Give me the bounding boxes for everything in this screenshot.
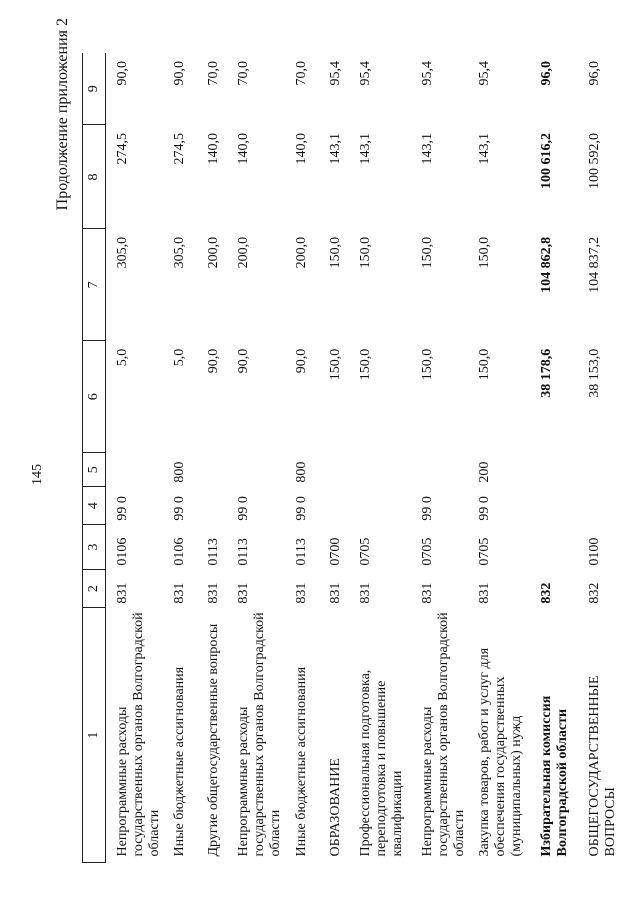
cell-target: 99 0: [293, 496, 309, 521]
cell-value: 305,0: [115, 236, 130, 269]
row-name: Избирательная комиссия Волгоградской области: [538, 695, 570, 857]
cell-section: 0705: [476, 537, 492, 566]
col-header: 1: [83, 608, 106, 863]
cell-expense-type: [530, 453, 578, 487]
row-name: Другие общегосударственные вопросы: [206, 623, 222, 857]
table-row: [468, 53, 530, 863]
col-header: 8: [83, 125, 106, 229]
cell-section: 0705: [419, 537, 435, 566]
cell-section: 0705: [357, 537, 373, 566]
cell-value: 95,4: [327, 61, 343, 86]
table-row: [319, 53, 349, 863]
cell-value: 90,0: [236, 348, 252, 374]
cell-value: 140,0: [293, 133, 309, 165]
cell-value: 70,0: [206, 61, 222, 86]
cell-value: 143,1: [357, 133, 373, 165]
col-header: 2: [83, 570, 106, 608]
cell-value: 96,0: [586, 61, 602, 86]
row-name: Непрограммные расходы государственных органов Волгоградской области: [115, 612, 163, 857]
table-row: [197, 53, 227, 863]
cell-section: 0106: [115, 537, 130, 566]
cell-value: 100 616,2: [538, 133, 554, 189]
table-row: [106, 53, 164, 863]
cell-expense-type: 800: [172, 461, 188, 483]
cell-value: 143,1: [327, 133, 343, 165]
page-number: 145: [30, 464, 45, 485]
cell-value: 95,4: [419, 61, 435, 86]
cell-value: 90,0: [172, 61, 188, 86]
table-row: [411, 53, 468, 863]
cell-value: 5,0: [172, 348, 188, 367]
row-name: Иные бюджетные ассигнования: [172, 666, 188, 857]
cell-section: [530, 525, 578, 570]
cell-target: 99 0: [236, 496, 252, 521]
cell-value: 95,4: [476, 61, 492, 86]
cell-target: 99 0: [115, 496, 130, 521]
cell-expense-type: [106, 453, 164, 487]
cell-expense-type: [197, 453, 227, 487]
cell-ministry: 831: [476, 582, 492, 604]
cell-section: 0113: [236, 538, 252, 566]
cell-value: 150,0: [357, 348, 373, 381]
table-caption: Продолжение приложения 2: [54, 18, 71, 211]
cell-section: 0113: [206, 538, 222, 566]
col-header: 7: [83, 229, 106, 341]
cell-target: [578, 487, 619, 525]
cell-value: 274,5: [172, 133, 188, 165]
cell-section: 0100: [586, 537, 602, 566]
cell-expense-type: [349, 453, 411, 487]
cell-value: 143,1: [476, 133, 492, 165]
cell-section: 0113: [293, 538, 309, 566]
cell-target: 99 0: [419, 496, 435, 521]
cell-target: [319, 487, 349, 525]
cell-value: 5,0: [115, 348, 130, 367]
cell-value: 143,1: [419, 133, 435, 165]
cell-ministry: 831: [172, 582, 188, 604]
cell-target: [349, 487, 411, 525]
cell-value: 200,0: [236, 236, 252, 269]
cell-value: 150,0: [327, 236, 343, 269]
table-row: [163, 53, 197, 863]
table-row: [530, 53, 578, 863]
cell-expense-type: [578, 453, 619, 487]
cell-value: 38 153,0: [586, 348, 602, 398]
table-row: [227, 53, 284, 863]
cell-value: 95,4: [357, 61, 373, 86]
row-name: ОБРАЗОВАНИЕ: [327, 758, 343, 857]
cell-value: 150,0: [357, 236, 373, 269]
col-header: 5: [83, 453, 106, 487]
cell-value: 90,0: [293, 348, 309, 374]
cell-ministry: 831: [206, 582, 222, 604]
cell-expense-type: [319, 453, 349, 487]
cell-ministry: 832: [586, 582, 602, 604]
cell-value: 70,0: [293, 61, 309, 86]
row-name: Профессиональная подготовка, переподготовка и повышение квалификации: [357, 669, 405, 857]
cell-value: 200,0: [206, 236, 222, 269]
cell-target: [530, 487, 578, 525]
cell-value: 150,0: [476, 348, 492, 381]
col-header: 6: [83, 341, 106, 453]
row-name: ОБЩЕГОСУДАРСТВЕННЫЕ ВОПРОСЫ: [586, 675, 618, 857]
table-row: [578, 53, 619, 863]
cell-ministry: 831: [357, 582, 373, 604]
cell-value: 104 837,2: [586, 236, 602, 293]
col-header: 3: [83, 525, 106, 570]
row-name: Непрограммные расходы государственных органов Волгоградской области: [236, 612, 284, 857]
cell-section: 0700: [327, 537, 343, 566]
cell-value: 100 592,0: [586, 133, 602, 189]
cell-ministry: 831: [419, 582, 435, 604]
cell-value: 140,0: [236, 133, 252, 165]
cell-value: 96,0: [538, 61, 554, 86]
cell-expense-type: 800: [293, 461, 309, 483]
cell-value: 104 862,8: [538, 236, 554, 293]
cell-target: 99 0: [172, 496, 188, 521]
col-header: 4: [83, 487, 106, 525]
cell-expense-type: [227, 453, 284, 487]
cell-value: 274,5: [115, 133, 130, 165]
cell-ministry: 831: [327, 582, 343, 604]
row-name: Закупка товаров, работ и услуг для обеспечения государственных (муниципальных) нужд: [476, 647, 525, 857]
cell-value: 150,0: [419, 348, 435, 381]
col-header: 9: [83, 53, 106, 125]
cell-ministry: 831: [236, 582, 252, 604]
cell-ministry: 832: [538, 582, 554, 604]
row-name: Иные бюджетные ассигнования: [293, 666, 309, 857]
cell-value: 150,0: [476, 236, 492, 269]
cell-value: 38 178,6: [538, 348, 554, 398]
budget-table: [82, 53, 619, 863]
cell-value: 305,0: [172, 236, 188, 269]
cell-value: 140,0: [206, 133, 222, 165]
cell-value: 150,0: [419, 236, 435, 269]
table-row: [349, 53, 411, 863]
cell-value: 70,0: [236, 61, 252, 86]
cell-ministry: 831: [293, 582, 309, 604]
cell-value: 150,0: [327, 348, 343, 381]
table-body: [106, 53, 620, 863]
cell-value: 90,0: [206, 348, 222, 374]
cell-target: 99 0: [476, 496, 492, 521]
header-row: [83, 53, 106, 863]
cell-expense-type: [411, 453, 468, 487]
cell-target: [197, 487, 227, 525]
cell-value: 200,0: [293, 236, 309, 269]
table-row: [285, 53, 319, 863]
cell-value: 90,0: [115, 61, 130, 86]
cell-ministry: 831: [115, 582, 130, 604]
cell-expense-type: 200: [476, 461, 492, 483]
cell-section: 0106: [172, 537, 188, 566]
row-name: Непрограммные расходы государственных органов Волгоградской области: [419, 612, 467, 857]
